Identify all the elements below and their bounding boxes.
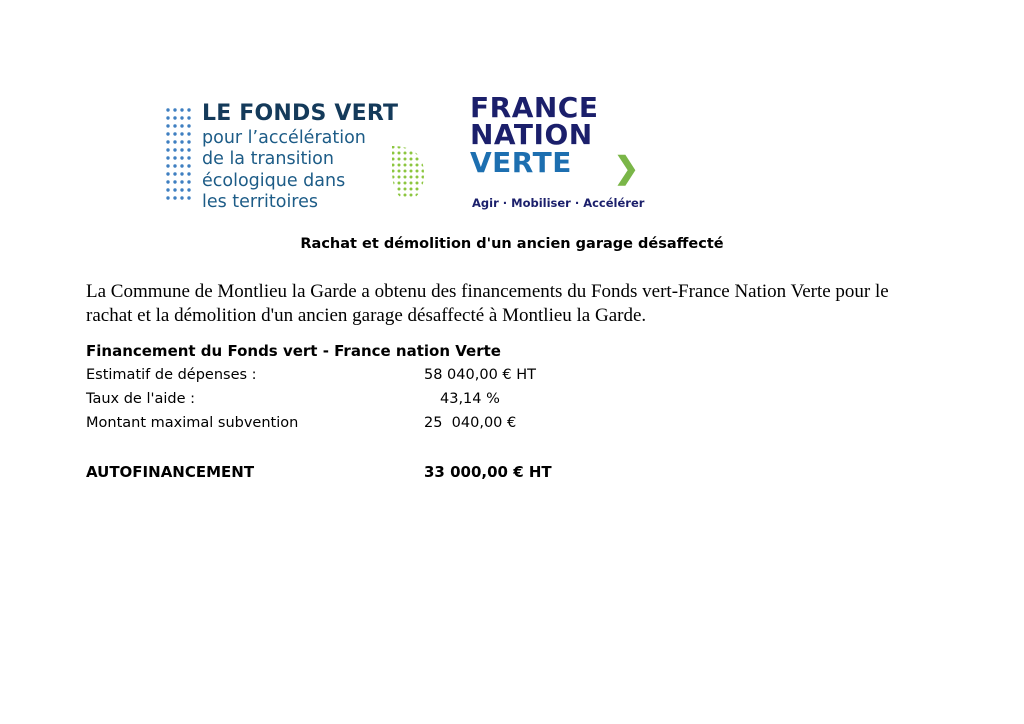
fonds-vert-subtitle xyxy=(202,128,407,213)
fonds-vert-subtitle-line-3: écologique dans xyxy=(202,170,346,191)
fnv-line-verte: VERTE xyxy=(470,145,572,179)
fnv-line-france: FRANCE xyxy=(470,91,599,124)
fonds-vert-subtitle-line-1: pour l’accélération xyxy=(202,128,366,149)
fonds-vert-subtitle-line-2: de la transition xyxy=(202,149,334,170)
fnv-tagline: Agir · Mobiliser · Accélérer xyxy=(472,196,645,210)
logo-band xyxy=(165,88,645,216)
fonds-vert-subtitle-line-4: les territoires xyxy=(202,192,319,213)
row-value: 43,14 % xyxy=(440,391,500,407)
fonds-vert-wordmark xyxy=(202,102,407,213)
autofinancement-row xyxy=(86,463,686,481)
financement-table xyxy=(86,367,686,439)
row-label: Estimatif de dépenses : xyxy=(86,367,257,383)
table-row xyxy=(86,367,686,391)
chevron-right-icon: ❯ xyxy=(613,152,639,185)
table-row xyxy=(86,415,686,439)
row-label: Taux de l'aide : xyxy=(86,391,196,407)
section-heading-financement: Financement du Fonds vert - France nation Verte xyxy=(86,342,501,360)
row-value: 58 040,00 € HT xyxy=(424,367,536,383)
autofinancement-value: 33 000,00 € HT xyxy=(424,463,552,481)
row-value: 25 040,00 € xyxy=(424,415,517,431)
fonds-vert-title: LE FONDS VERT xyxy=(202,101,399,126)
autofinancement-label: AUTOFINANCEMENT xyxy=(86,463,255,481)
leaf-dot-pattern-icon xyxy=(390,144,426,202)
fonds-vert-logo xyxy=(165,88,415,216)
france-nation-verte-logo xyxy=(470,91,645,214)
fnv-line-nation: NATION xyxy=(470,118,593,152)
row-label: Montant maximal subvention xyxy=(86,415,299,431)
intro-paragraph: La Commune de Montlieu la Garde a obtenu des financements du Fonds vert-France Nation Verte pour le rachat et la démolition d'un ancien garage désaffecté à Montlieu la Garde. xyxy=(86,281,889,327)
table-row xyxy=(86,391,686,415)
page-title: Rachat et démolition d'un ancien garage désaffecté xyxy=(300,236,724,252)
dot-pattern-icon xyxy=(165,106,193,206)
